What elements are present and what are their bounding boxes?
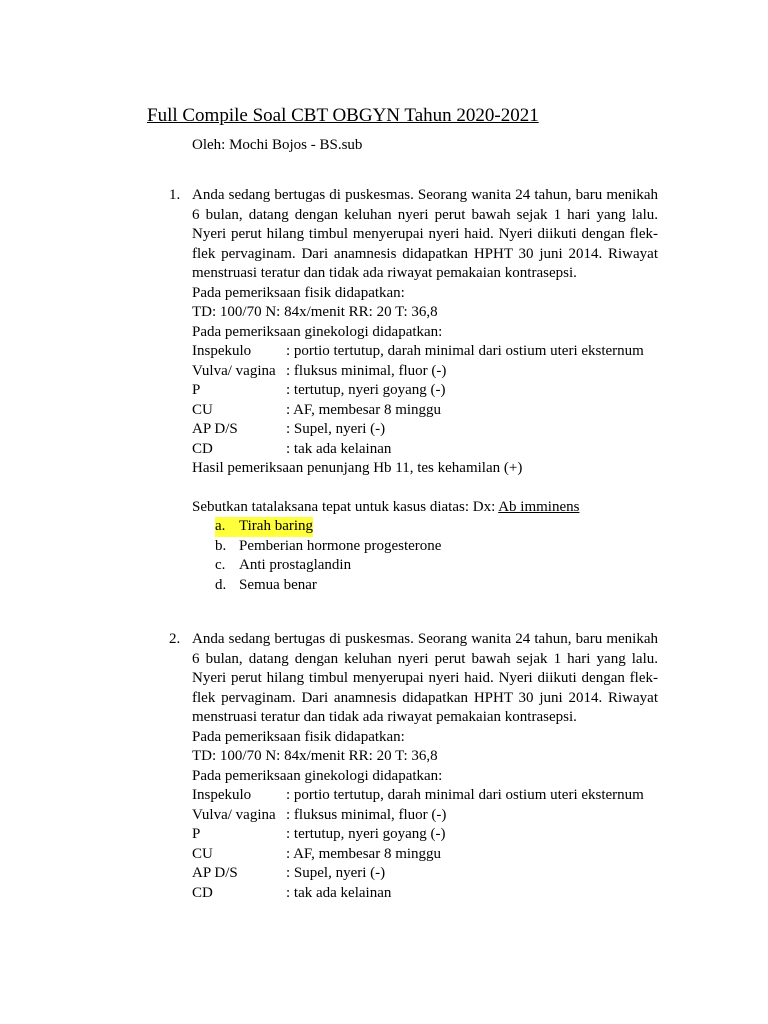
answer-option-d	[192, 576, 658, 596]
finding-value: : portio tertutup, darah minimal dari ostium uteri eksternum	[286, 787, 644, 803]
prompt-text: Sebutkan tatalaksana tepat untuk kasus diatas: Dx:	[192, 498, 496, 515]
vital-signs: TD: 100/70 N: 84x/menit RR: 20 T: 36,8	[192, 304, 438, 320]
finding-value: : fluksus minimal, fluor (-)	[286, 806, 447, 823]
finding-row	[192, 864, 658, 884]
answer-option-a	[192, 517, 658, 537]
document-author: Oleh: Mochi Bojos - BS.sub	[192, 137, 363, 153]
finding-row	[192, 362, 658, 382]
finding-value: : Supel, nyeri (-)	[286, 865, 386, 881]
finding-label: Inspekulo	[192, 787, 252, 803]
finding-row	[192, 401, 658, 421]
option-text: Anti prostaglandin	[239, 557, 352, 573]
highlighted-answer	[215, 517, 313, 537]
question-prompt	[192, 498, 658, 518]
finding-label: AP D/S	[192, 421, 238, 437]
finding-label: Inspekulo	[192, 343, 252, 359]
finding-label: CD	[192, 884, 213, 901]
gynecology-exam-heading: Pada pemeriksaan ginekologi didapatkan:	[192, 323, 443, 340]
finding-value: : tertutup, nyeri goyang (-)	[286, 382, 446, 398]
question-number: 1.	[169, 187, 181, 203]
spacer	[192, 479, 658, 498]
question-stem: Anda sedang bertugas di puskesmas. Seorang wanita 24 tahun, baru menikah 6 bulan, datang dengan keluhan nyeri perut bawah sejak 1 hari yang lalu. Nyeri perut hilang timbul menyerupai nyeri haid. Nyeri diikuti dengan flek-flek pervaginam. Dari anamnesis didapatkan HPHT 30 juni 2014. Riwayat menstruasi teratur dan tidak ada riwayat pemakaian kontrasepsi.	[192, 631, 658, 725]
finding-row	[192, 806, 658, 826]
finding-label: Vulva/ vagina	[192, 806, 276, 823]
finding-row	[192, 381, 658, 401]
supporting-exam: Hasil pemeriksaan penunjang Hb 11, tes kehamilan (+)	[192, 460, 523, 476]
physical-exam-heading: Pada pemeriksaan fisik didapatkan:	[192, 284, 405, 301]
finding-value: : tak ada kelainan	[286, 440, 392, 457]
finding-row	[192, 845, 658, 865]
finding-label: P	[192, 826, 201, 842]
diagnosis-text: Ab imminens	[498, 498, 580, 515]
finding-value: : fluksus minimal, fluor (-)	[286, 362, 447, 379]
option-letter: c.	[215, 557, 226, 573]
answer-options	[192, 517, 658, 595]
finding-row	[192, 884, 658, 904]
finding-row	[192, 440, 658, 460]
finding-label: CU	[192, 845, 213, 862]
answer-option-b	[192, 537, 658, 557]
option-letter: a.	[215, 518, 226, 534]
question-stem: Anda sedang bertugas di puskesmas. Seorang wanita 24 tahun, baru menikah 6 bulan, datang dengan keluhan nyeri perut bawah sejak 1 hari yang lalu. Nyeri perut hilang timbul menyerupai nyeri haid. Nyeri diikuti dengan flek-flek pervaginam. Dari anamnesis didapatkan HPHT 30 juni 2014. Riwayat menstruasi teratur dan tidak ada riwayat pemakaian kontrasepsi.	[192, 187, 658, 281]
gynecology-exam-heading: Pada pemeriksaan ginekologi didapatkan:	[192, 767, 443, 784]
finding-value: : AF, membesar 8 minggu	[286, 401, 442, 418]
option-text: Semua benar	[239, 576, 317, 593]
finding-value: : AF, membesar 8 minggu	[286, 845, 442, 862]
option-text: Tirah baring	[239, 518, 314, 534]
finding-value: : tertutup, nyeri goyang (-)	[286, 826, 446, 842]
finding-value: : tak ada kelainan	[286, 884, 392, 901]
finding-value: : Supel, nyeri (-)	[286, 421, 386, 437]
finding-label: P	[192, 382, 201, 398]
question-number: 2.	[169, 631, 181, 647]
question-body	[192, 630, 658, 903]
vital-signs: TD: 100/70 N: 84x/menit RR: 20 T: 36,8	[192, 748, 438, 764]
finding-label: Vulva/ vagina	[192, 362, 276, 379]
option-letter: b.	[215, 537, 227, 554]
finding-label: AP D/S	[192, 865, 238, 881]
option-letter: d.	[215, 576, 227, 593]
finding-label: CU	[192, 401, 213, 418]
physical-exam-heading: Pada pemeriksaan fisik didapatkan:	[192, 728, 405, 745]
finding-row	[192, 342, 658, 362]
finding-row	[192, 825, 658, 845]
document-title: Full Compile Soal CBT OBGYN Tahun 2020-2021	[147, 105, 539, 126]
option-text: Pemberian hormone progesterone	[239, 537, 442, 554]
finding-label: CD	[192, 440, 213, 457]
question-body	[192, 186, 658, 595]
finding-row	[192, 420, 658, 440]
finding-value: : portio tertutup, darah minimal dari ostium uteri eksternum	[286, 343, 644, 359]
answer-option-c	[192, 556, 658, 576]
finding-row	[192, 786, 658, 806]
